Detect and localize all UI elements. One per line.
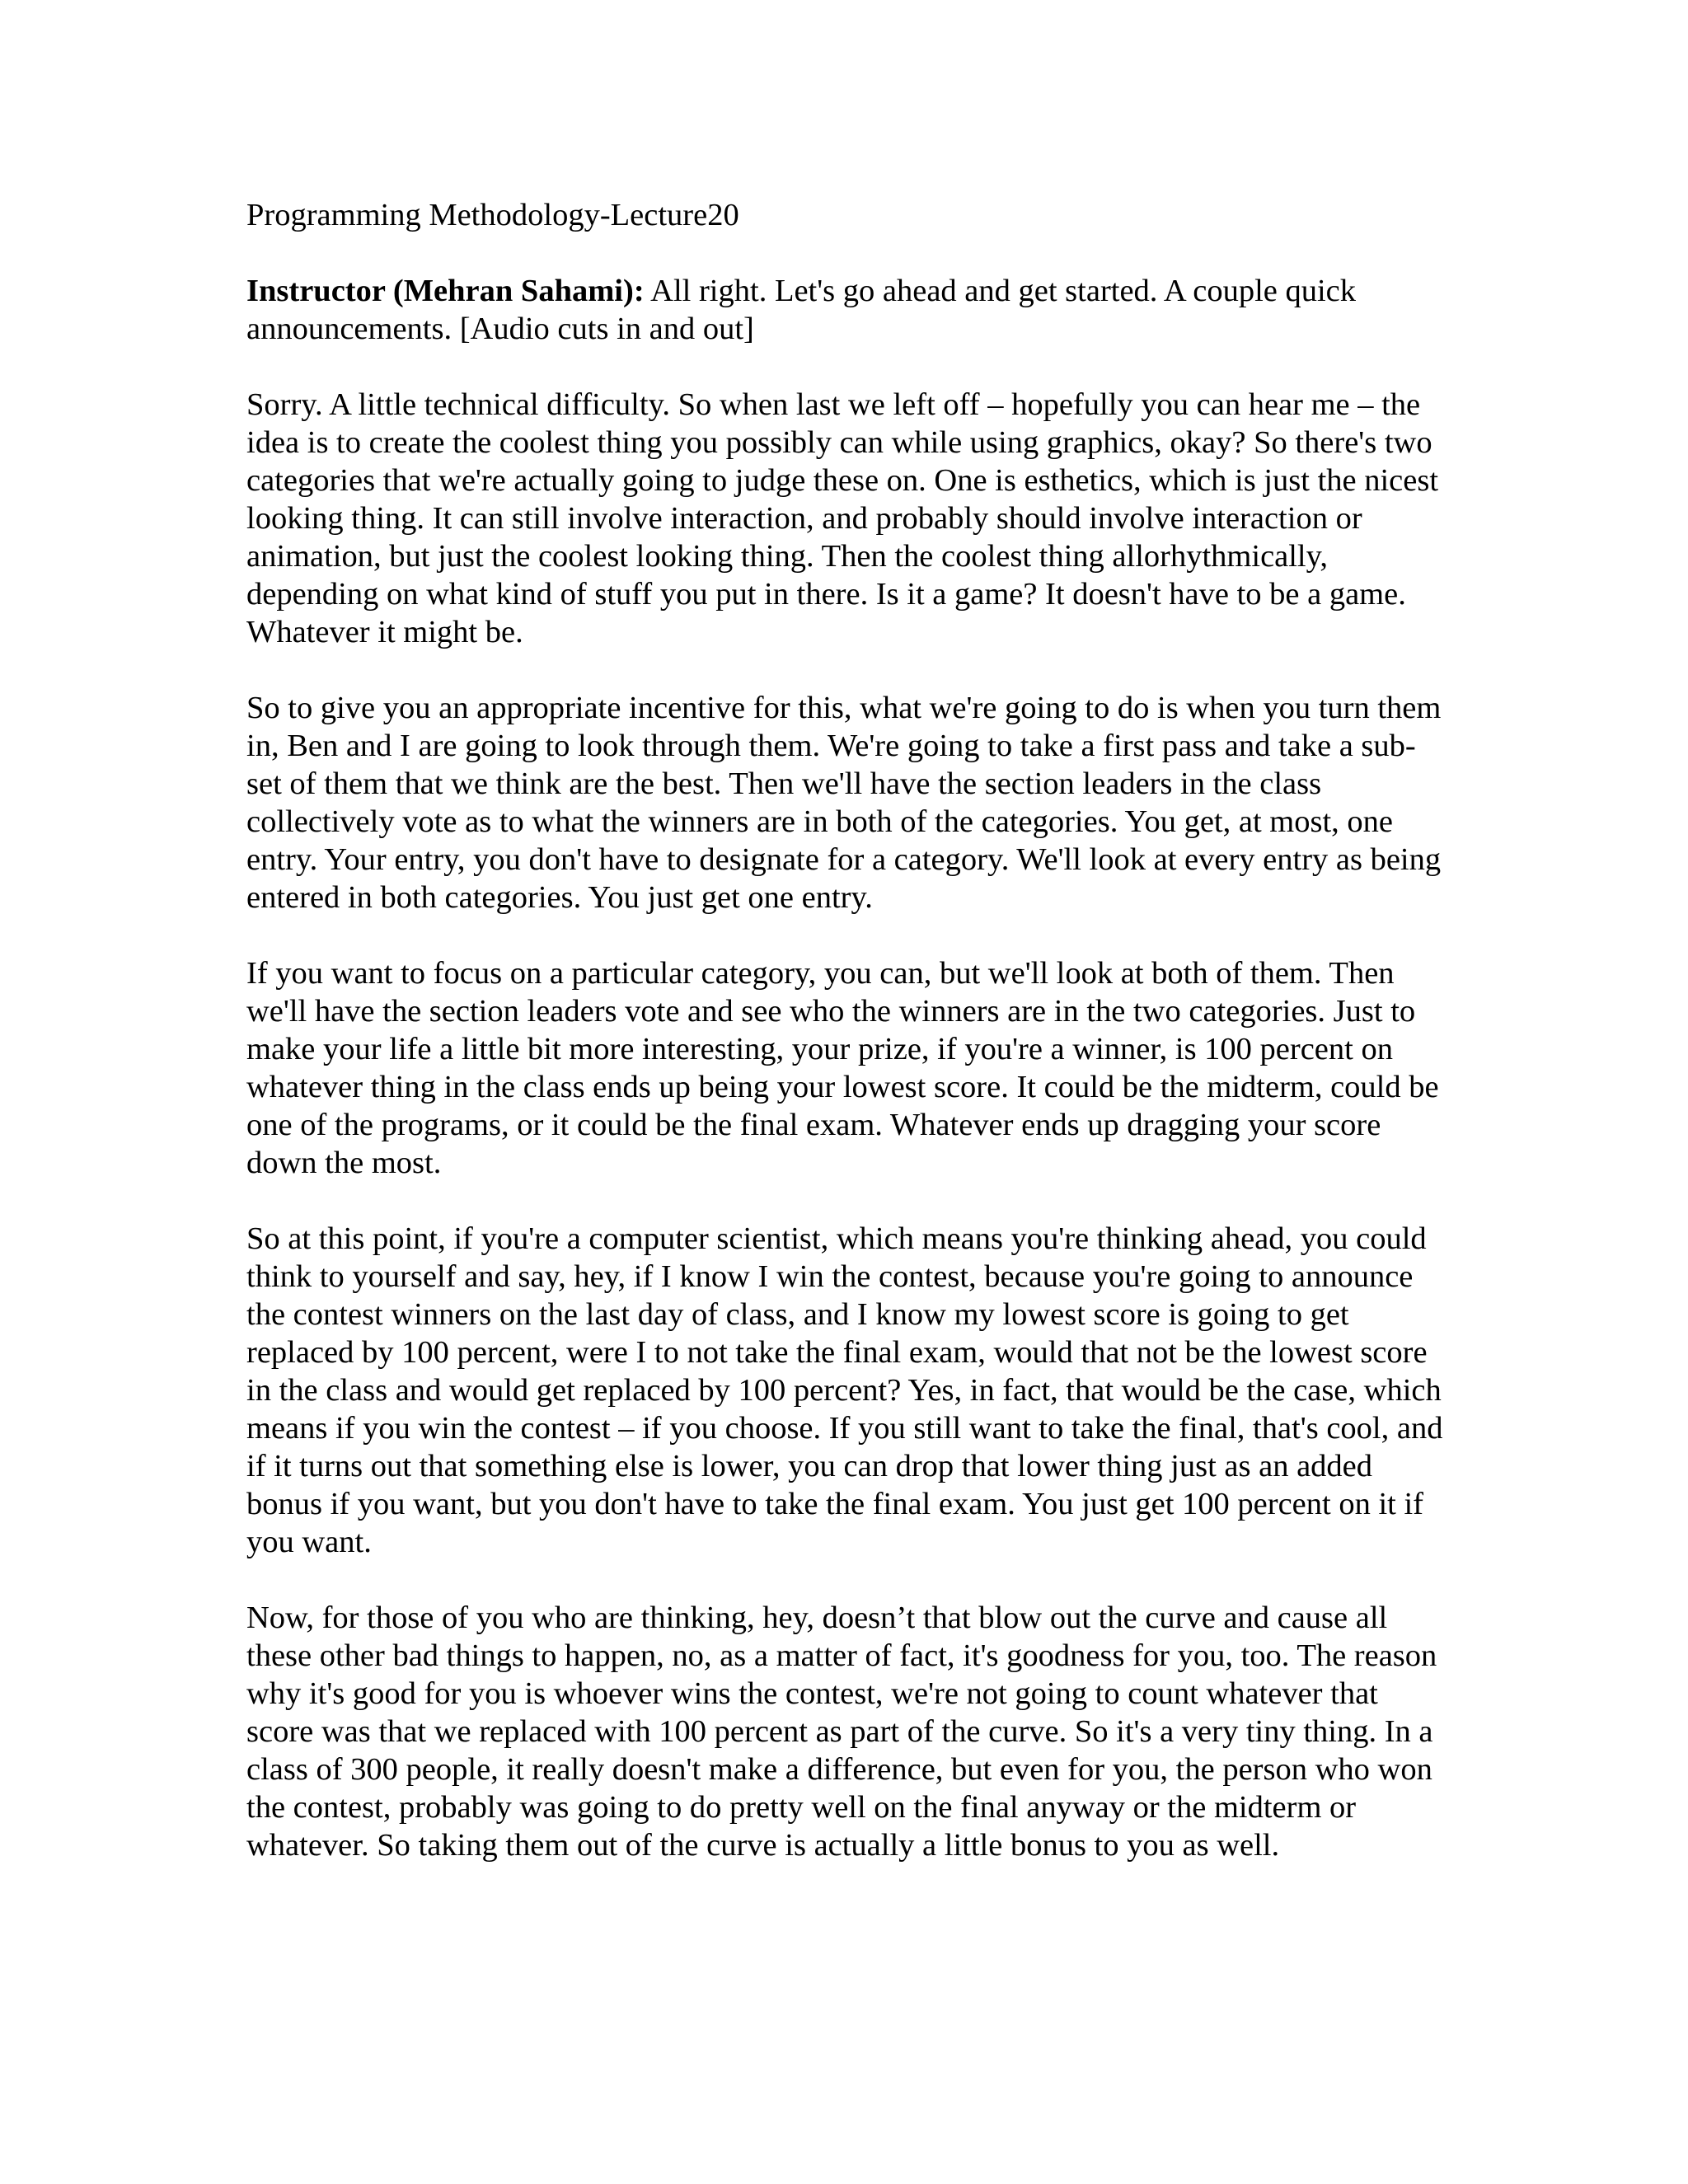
transcript-paragraph: If you want to focus on a particular category, you can, but we'll look at both of them. Then we'll have the section leaders vote and see who the winners are in the two categories. Just to make your life a little bit more interesting, your prize, if you're a winner, is 100 percent on whatever thing in the class ends up being your lowest score. It could be the midterm, could be one of the programs, or it could be the final exam. Whatever ends up dragging your score down the most. [246, 956, 1439, 1180]
transcript-paragraph: So at this point, if you're a computer scientist, which means you're thinking ahead, you could think to yourself and say, hey, if I know I win the contest, because you're going to announce the contest winners on the last day of class, and I know my lowest score is going to get replaced by 100 percent, were I to not take the final exam, would that not be the lowest score in the class and would get replaced by 100 percent? Yes, in fact, that would be the case, which means if you win the contest – if you choose. If you still want to take the final, that's cool, and if it turns out that something else is lower, you can drop that lower thing just as an added bonus if you want, but you don't have to take the final exam. You just get 100 percent on it if you want. [246, 1221, 1443, 1559]
document-title: Programming Methodology-Lecture20 [246, 198, 739, 232]
speaker-label: Instructor (Mehran Sahami): [246, 274, 645, 308]
transcript-paragraph: So to give you an appropriate incentive for this, what we're going to do is when you turn them in, Ben and I are going to look through them. We're going to take a first pass and take a sub-set of them that we think are the best. Then we'll have the section leaders in the class collectively vote as to what the winners are in both of the categories. You get, at most, one entry. Your entry, you don't have to designate for a category. We'll look at every entry as being entered in both categories. You just get one entry. [246, 691, 1442, 915]
transcript-paragraph: Sorry. A little technical difficulty. So when last we left off – hopefully you can hear me – the idea is to create the coolest thing you possibly can while using graphics, okay? So there's two categories that we're actually going to judge these on. One is esthetics, which is just the nicest looking thing. It can still involve interaction, and probably should involve interaction or animation, but just the coolest looking thing. Then the coolest thing allorhythmically, depending on what kind of stuff you put in there. Is it a game? It doesn't have to be a game. Whatever it might be. [246, 387, 1439, 649]
transcript-body [246, 196, 1450, 1902]
transcript-paragraph: Now, for those of you who are thinking, hey, doesn’t that blow out the curve and cause all these other bad things to happen, no, as a matter of fact, it's goodness for you, too. The reason why it's good for you is whoever wins the contest, we're not going to count whatever that score was that we replaced with 100 percent as part of the curve. So it's a very tiny thing. In a class of 300 people, it really doesn't make a difference, but even for you, the person who won the contest, probably was going to do pretty well on the final anyway or the midterm or whatever. So taking them out of the curve is actually a little bonus to you as well. [246, 1601, 1437, 1863]
paragraph-text: All right. Let's go ahead and get started. A couple quick announcements. [Audio cuts in and out] [246, 274, 1357, 346]
transcript-paragraph [246, 272, 1450, 348]
